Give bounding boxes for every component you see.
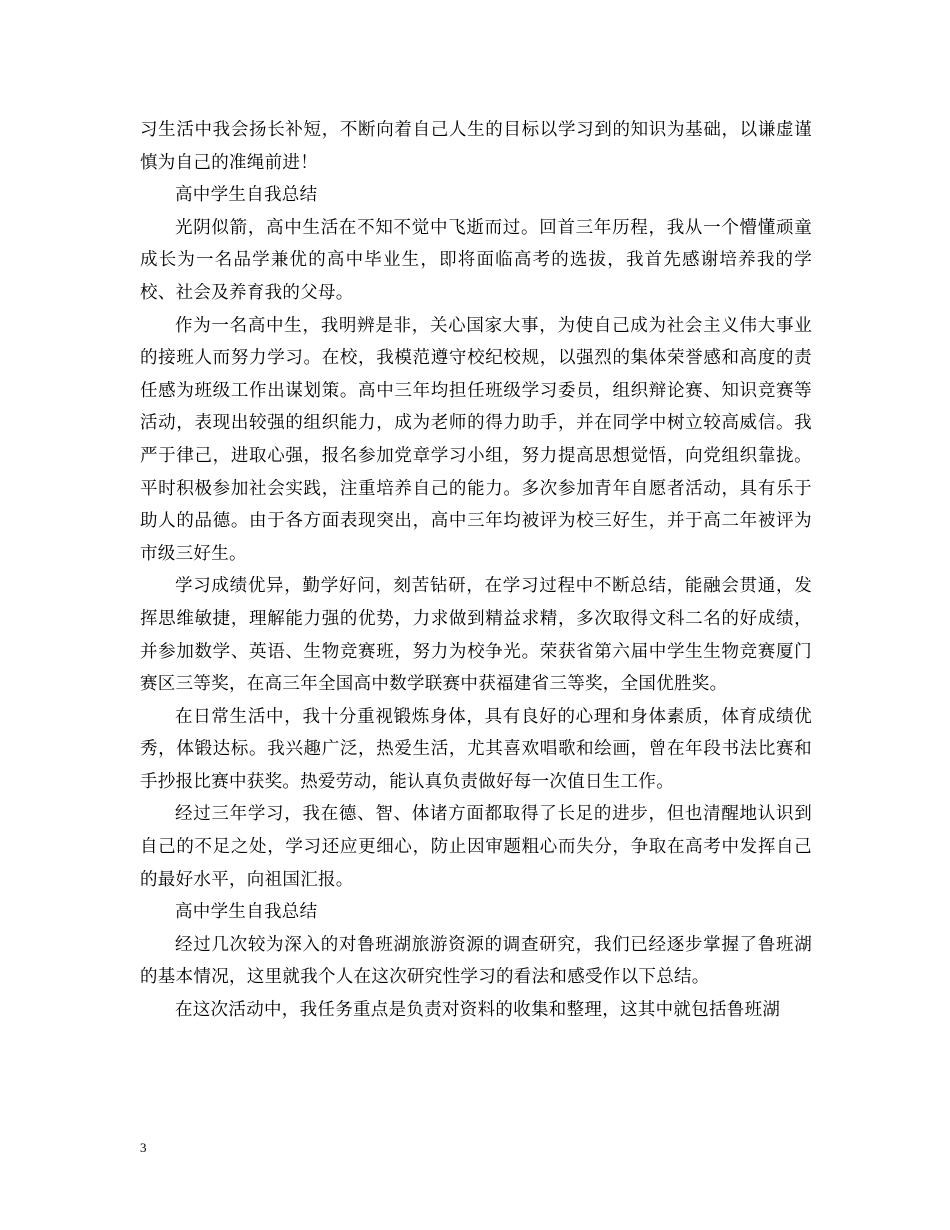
page-number: 3 (140, 1140, 147, 1155)
section-heading-2: 高中学生自我总结 (175, 902, 318, 923)
paragraph-3: 作为一名高中生，我明辨是非，关心国家大事，为使自己成为社会主义伟大事业的接班人而努力学习。在校，我模范遵守校纪校规，以强烈的集体荣誉感和高度的责任感为班级工作出谋划策。高中三年均担任班级学习委员，组织辩论赛、知识竞赛等活动，表现出较强的组织能力，成为老师的得力助手，并在同学中树立较高威信。我严于律己，进取心强，报名参加党章学习小组，努力提高思想觉悟，向党组织靠拢。平时积极参加社会实践，注重培养自己的能力。多次参加青年自愿者活动，具有乐于助人的品德。由于各方面表现突出，高中三年均被评为校三好生，并于高二年被评为市级三好生。 (140, 315, 812, 564)
paragraph-4: 学习成绩优异，勤学好问，刻苦钻研，在学习过程中不断总结，能融会贯通，发挥思维敏捷，理解能力强的优势，力求做到精益求精，多次取得文科二名的好成绩，并参加数学、英语、生物竞赛班，努力为校争光。荣获省第六届中学生生物竞赛厦门赛区三等奖，在高三年全国高中数学联赛中获福建省三等奖，全国优胜奖。 (140, 576, 812, 695)
paragraph-2: 光阴似箭，高中生活在不知不觉中飞逝而过。回首三年历程，我从一个懵懂顽童成长为一名品学兼优的高中毕业生，即将面临高考的选拔，我首先感谢培养我的学校、社会及养育我的父母。 (140, 217, 812, 303)
section-heading-1: 高中学生自我总结 (175, 185, 318, 206)
paragraph-6: 经过三年学习，我在德、智、体诸方面都取得了长足的进步，但也清醒地认识到自己的不足之处，学习还应更细心，防止因审题粗心而失分，争取在高考中发挥自己的最好水平，向祖国汇报。 (140, 804, 812, 890)
paragraph-5: 在日常生活中，我十分重视锻炼身体，具有良好的心理和身体素质，体育成绩优秀，体锻达标。我兴趣广泛，热爱生活，尤其喜欢唱歌和绘画，曾在年段书法比赛和手抄报比赛中获奖。热爱劳动，能认真负责做好每一次值日生工作。 (140, 706, 812, 792)
document-body (140, 114, 812, 1027)
paragraph-7: 经过几次较为深入的对鲁班湖旅游资源的调查研究，我们已经逐步掌握了鲁班湖的基本情况，这里就我个人在这次研究性学习的看法和感受作以下总结。 (140, 934, 812, 988)
paragraph-1: 习生活中我会扬长补短，不断向着自己人生的目标以学习到的知识为基础，以谦虚谨慎为自己的准绳前进！ (140, 120, 812, 173)
paragraph-8: 在这次活动中，我任务重点是负责对资料的收集和整理，这其中就包括鲁班湖 (175, 1000, 781, 1021)
